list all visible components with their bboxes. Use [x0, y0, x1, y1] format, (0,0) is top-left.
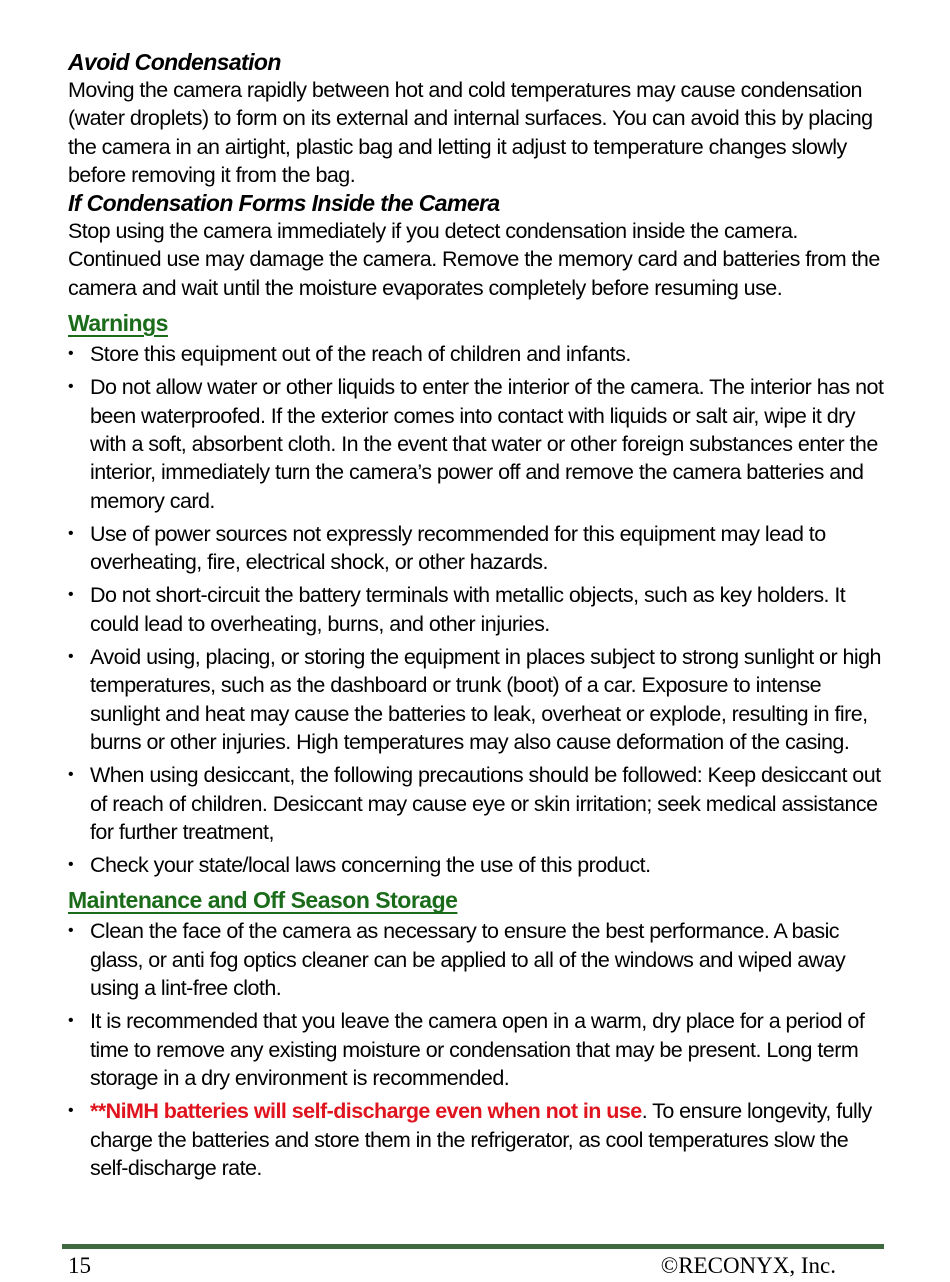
avoid-condensation-paragraph: Moving the camera rapidly between hot and cold temperatures may cause condensation (water droplets) to form on its external and internal surfaces. You can avoid this by placing the camera in an airtight, plastic bag and letting it adjust to temperature changes slowly before removing it from the bag. [68, 78, 873, 187]
list-item-text: Check your state/local laws concerning the use of this product. [90, 853, 651, 878]
bullet-icon: • [68, 922, 74, 940]
list-item [68, 373, 888, 514]
bullet-icon: • [68, 1102, 74, 1120]
list-item-text: It is recommended that you leave the camera open in a warm, dry place for a period of time to remove any existing moisture or condensation that may be present. Long term storage in a dry environment is recommended. [90, 1009, 865, 1090]
bullet-icon: • [68, 345, 74, 363]
manual-page [68, 48, 888, 1187]
warnings-section-title: Warnings [68, 310, 168, 337]
list-item [68, 851, 888, 879]
condensation-inside-paragraph: Stop using the camera immediately if you detect condensation inside the camera. Continued use may damage the camera. Remove the memory card and batteries from the camera and wait until the moisture evaporates completely before resuming use. [68, 219, 880, 300]
bullet-icon: • [68, 378, 74, 396]
list-item [68, 1097, 888, 1182]
bullet-icon: • [68, 856, 74, 874]
footer-divider [62, 1244, 884, 1249]
list-item [68, 761, 888, 846]
list-item-text: Store this equipment out of the reach of children and infants. [90, 342, 631, 367]
condensation-inside-heading: If Condensation Forms Inside the Camera [68, 190, 500, 217]
list-item-text: Clean the face of the camera as necessary to ensure the best performance. A basic glass, or anti fog optics cleaner can be applied to all of the windows and wiped away using a lint-free cloth. [90, 919, 846, 1001]
bullet-icon: • [68, 1012, 74, 1030]
nimh-rest-text: . To ensure longevity, fully charge the batteries and store them in the refrigerator, as cool temperatures slow the self-discharge rate. [90, 1099, 872, 1180]
list-item [68, 520, 888, 577]
avoid-condensation-heading: Avoid Condensation [68, 49, 281, 75]
maintenance-list [68, 917, 888, 1182]
list-item-text: When using desiccant, the following precautions should be followed: Keep desiccant out of reach of children. Desiccant may cause eye or skin irritation; seek medical assistance for further treatment, [90, 763, 881, 844]
bullet-icon: • [68, 524, 74, 542]
list-item [68, 643, 888, 756]
page-number: 15 [68, 1253, 91, 1278]
bullet-icon: • [68, 766, 74, 784]
bullet-icon: • [68, 586, 74, 604]
copyright-notice: ©RECONYX, Inc. [660, 1253, 836, 1278]
nimh-warning-text: **NiMH batteries will self-discharge even when not in use [90, 1099, 642, 1124]
list-item-text: Do not short-circuit the battery terminals with metallic objects, such as key holders. It could lead to overheating, burns, and other injuries. [90, 583, 846, 636]
list-item [68, 917, 888, 1002]
list-item [68, 581, 888, 638]
list-item-text: Do not allow water or other liquids to enter the interior of the camera. The interior has not been waterproofed. If the exterior comes into contact with liquids or salt air, wipe it dry with a soft, absorbent cloth. In the event that water or other foreign substances enter the interior, immediately turn the camera’s power off and remove the camera batteries and memory card. [90, 375, 884, 513]
list-item-text: Use of power sources not expressly recommended for this equipment may lead to overheating, fire, electrical shock, or other hazards. [90, 521, 826, 575]
list-item [68, 340, 888, 368]
list-item-text: Avoid using, placing, or storing the equipment in places subject to strong sunlight or high temperatures, such as the dashboard or trunk (boot) of a car. Exposure to intense sunlight and heat may cause the batteries to leak, overheat or explode, resulting in fire, burns or other injuries. High temperatures may also cause deformation of the casing. [90, 645, 881, 754]
maintenance-section-title: Maintenance and Off Season Storage [68, 887, 458, 914]
warnings-list [68, 340, 888, 879]
bullet-icon: • [68, 648, 74, 666]
list-item [68, 1007, 888, 1092]
